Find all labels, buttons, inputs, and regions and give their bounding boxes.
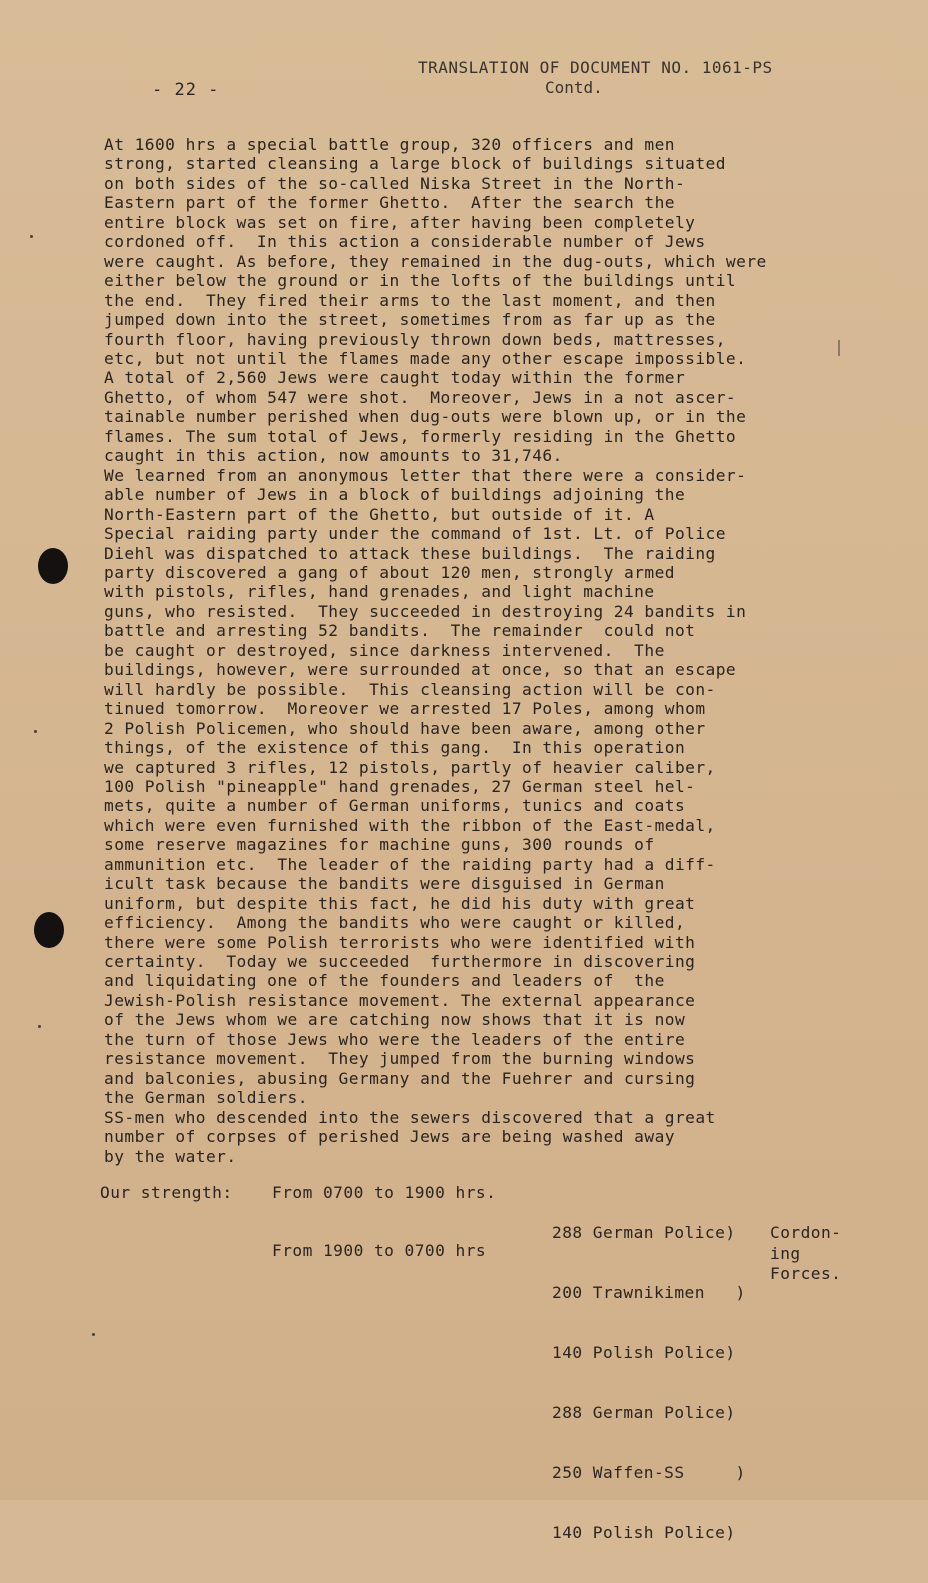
body-line: guns, who resisted. They succeeded in destroying 24 bandits in	[104, 601, 747, 621]
body-line: and liquidating one of the founders and leaders of the	[104, 971, 665, 991]
body-line: Eastern part of the former Ghetto. After the search the	[104, 193, 675, 213]
paper-speck	[38, 1025, 41, 1028]
unit-row: 200 Trawnikimen )	[552, 1283, 746, 1302]
body-line: which were even furnished with the ribbon of the East-medal,	[104, 815, 716, 835]
body-line: fourth floor, having previously thrown down beds, mattresses,	[104, 329, 726, 349]
body-line: on both sides of the so-called Niska Street in the North-	[104, 173, 686, 193]
body-line: mets, quite a number of German uniforms, tunics and coats	[104, 796, 686, 816]
body-line: there were some Polish terrorists who were identified with	[104, 932, 696, 952]
body-line: Ghetto, of whom 547 were shot. Moreover, Jews in a not ascer-	[104, 387, 737, 407]
body-line: we captured 3 rifles, 12 pistols, partly of heavier caliber,	[104, 757, 716, 777]
unit-row: 140 Polish Police)	[552, 1343, 736, 1362]
body-line: 2 Polish Policemen, who should have been aware, among other	[104, 718, 706, 738]
body-line: etc, but not until the flames made any other escape impossible.	[104, 348, 747, 368]
body-line: buildings, however, were surrounded at once, so that an escape	[104, 660, 737, 680]
body-line: 100 Polish "pineapple" hand grenades, 27 German steel hel-	[104, 776, 696, 796]
body-line: SS-men who descended into the sewers discovered that a great	[104, 1107, 716, 1127]
body-line: of the Jews whom we are catching now shows that it is now	[104, 1010, 686, 1030]
body-line: icult task because the bandits were disguised in German	[104, 874, 665, 894]
unit-row: 288 German Police)	[552, 1403, 736, 1422]
body-line: entire block was set on fire, after having been completely	[104, 212, 696, 232]
body-line: be caught or destroyed, since darkness intervened. The	[104, 640, 665, 660]
body-line: tinued tomorrow. Moreover we arrested 17 Poles, among whom	[104, 699, 706, 719]
body-line: At 1600 hrs a special battle group, 320 officers and men	[104, 135, 675, 154]
body-line: cordoned off. In this action a considerable number of Jews	[104, 232, 706, 252]
body-text	[104, 135, 884, 1166]
body-line: Jewish-Polish resistance movement. The external appearance	[104, 990, 696, 1010]
body-line: the German soldiers.	[104, 1088, 308, 1108]
punch-hole	[34, 912, 64, 948]
unit-row: 288 German Police)	[552, 1223, 736, 1242]
body-line: the end. They fired their arms to the last moment, and then	[104, 290, 716, 310]
body-line: will hardly be possible. This cleansing action will be con-	[104, 679, 716, 699]
unit-row: 140 Polish Police)	[552, 1523, 736, 1542]
strength-table	[100, 1183, 842, 1542]
body-line: strong, started cleansing a large block of buildings situated	[104, 154, 726, 174]
body-line: some reserve magazines for machine guns, 300 rounds of	[104, 835, 655, 855]
paper-speck	[92, 1333, 95, 1336]
unit-list	[552, 1183, 746, 1583]
body-line: and balconies, abusing Germany and the Fuehrer and cursing	[104, 1068, 696, 1088]
body-line: able number of Jews in a block of buildings adjoining the	[104, 485, 686, 505]
body-line: tainable number perished when dug-outs were blown up, or in the	[104, 407, 747, 427]
body-line: North-Eastern part of the Ghetto, but outside of it. A	[104, 504, 655, 524]
body-line: We learned from an anonymous letter that there were a consider-	[104, 465, 747, 485]
body-line: resistance movement. They jumped from the burning windows	[104, 1049, 696, 1069]
paper-speck	[30, 235, 33, 238]
body-line: Special raiding party under the command of 1st. Lt. of Police	[104, 524, 726, 544]
margin-mark	[838, 340, 840, 356]
strength-label: Our strength:	[100, 1183, 233, 1202]
paper-speck	[34, 730, 37, 733]
body-line: flames. The sum total of Jews, formerly residing in the Ghetto	[104, 426, 737, 446]
body-line: either below the ground or in the lofts of the buildings until	[104, 271, 737, 291]
continued-label: Contd.	[545, 78, 603, 97]
body-line: number of corpses of perished Jews are being washed away	[104, 1127, 675, 1147]
body-line: uniform, but despite this fact, he did his duty with great	[104, 893, 696, 913]
body-line: party discovered a gang of about 120 men, strongly armed	[104, 562, 675, 582]
body-line: jumped down into the street, sometimes from as far up as the	[104, 310, 716, 330]
body-line: ammunition etc. The leader of the raiding party had a diff-	[104, 854, 716, 874]
body-line: by the water.	[104, 1146, 237, 1166]
body-line: the turn of those Jews who were the leaders of the entire	[104, 1029, 686, 1049]
period-day: From 0700 to 1900 hrs.	[272, 1183, 497, 1202]
body-line: caught in this action, now amounts to 31,746.	[104, 446, 563, 466]
punch-hole	[38, 548, 68, 584]
period-night: From 1900 to 0700 hrs	[272, 1241, 487, 1260]
body-line: certainty. Today we succeeded furthermore in discovering	[104, 952, 696, 972]
body-line: were caught. As before, they remained in the dug-outs, which were	[104, 251, 767, 271]
body-line: with pistols, rifles, hand grenades, and light machine	[104, 582, 655, 602]
body-line: things, of the existence of this gang. In this operation	[104, 738, 686, 758]
page-number: - 22 -	[152, 80, 220, 100]
body-line: A total of 2,560 Jews were caught today within the former	[104, 368, 686, 388]
body-line: Diehl was dispatched to attack these buildings. The raiding	[104, 543, 716, 563]
unit-row: 250 Waffen-SS )	[552, 1463, 746, 1482]
cordon-label: Cordon- ing Forces.	[770, 1223, 842, 1283]
body-line: efficiency. Among the bandits who were caught or killed,	[104, 913, 686, 933]
body-line: battle and arresting 52 bandits. The remainder could not	[104, 621, 696, 641]
document-title: TRANSLATION OF DOCUMENT NO. 1061-PS	[418, 58, 773, 77]
